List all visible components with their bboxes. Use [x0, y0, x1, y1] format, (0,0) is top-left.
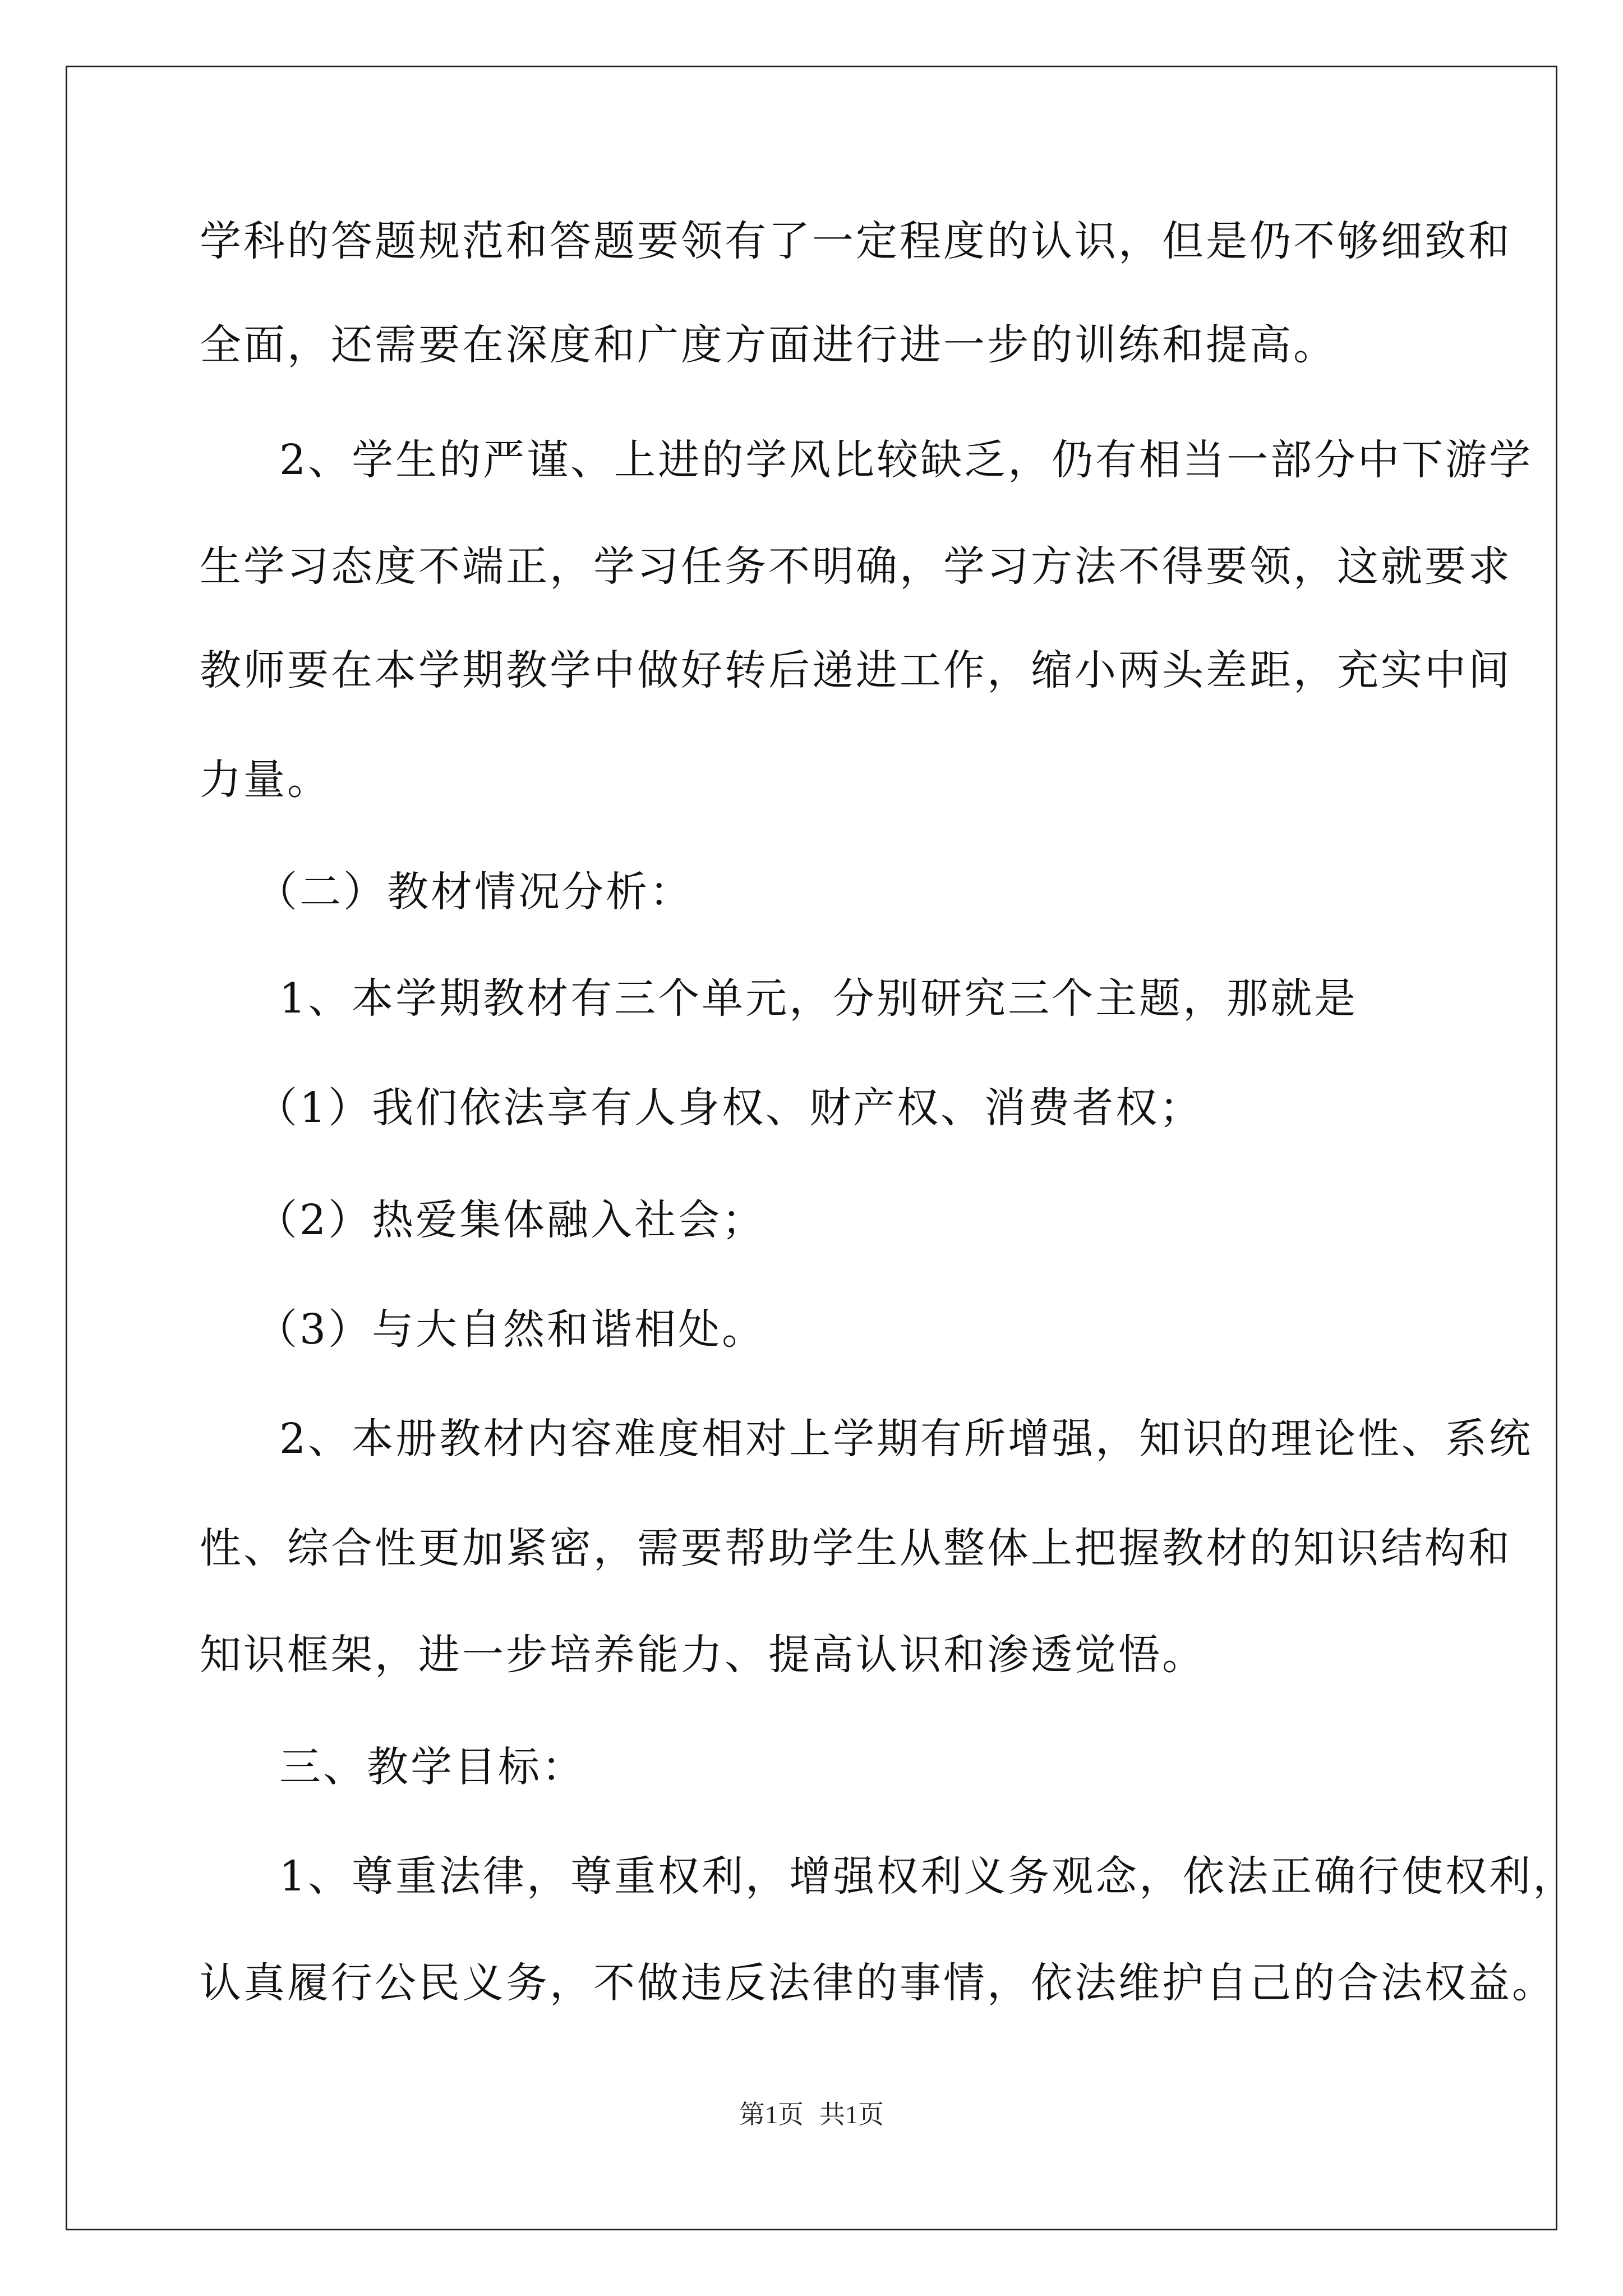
page-number-total: 共1页: [819, 2100, 884, 2129]
paragraph-line: 性、综合性更加紧密，需要帮助学生从整体上把握教材的知识结构和: [200, 1524, 1512, 1572]
section-heading: （二）教材情况分析：: [256, 868, 693, 916]
paragraph-line: 全面，还需要在深度和广度方面进行进一步的训练和提高。: [200, 321, 1337, 369]
list-item: （3）与大自然和谐相处。: [256, 1305, 766, 1354]
paragraph-line: 1、尊重法律，尊重权利，增强权利义务观念，依法正确行使权利，: [279, 1852, 1577, 1901]
paragraph-line: 知识框架，进一步培养能力、提高认识和渗透觉悟。: [200, 1631, 1206, 1679]
page-footer: [0, 2098, 1623, 2132]
paragraph-line: 力量。: [200, 756, 331, 804]
paragraph-line: 学科的答题规范和答题要领有了一定程度的认识，但是仍不够细致和: [200, 217, 1512, 265]
list-item: （2）热爱集体融入社会；: [256, 1196, 766, 1244]
paragraph-line: 教师要在本学期教学中做好转后递进工作，缩小两头差距，充实中间: [200, 646, 1512, 694]
paragraph-line: 生学习态度不端正，学习任务不明确，学习方法不得要领，这就要求: [200, 542, 1512, 591]
page-number-current: 第1页: [739, 2100, 804, 2129]
paragraph-line: 1、本学期教材有三个单元，分别研究三个主题，那就是: [279, 974, 1358, 1023]
paragraph-line: 2、学生的严谨、上进的学风比较缺乏，仍有相当一部分中下游学: [279, 436, 1533, 484]
paragraph-line: 认真履行公民义务，不做违反法律的事情，依法维护自己的合法权益。: [200, 1959, 1556, 2007]
paragraph-line: 2、本册教材内容难度相对上学期有所增强，知识的理论性、系统: [279, 1415, 1533, 1463]
list-item: （1）我们依法享有人身权、财产权、消费者权；: [256, 1084, 1204, 1132]
section-heading: 三、教学目标：: [279, 1743, 585, 1791]
page-border: [66, 66, 1557, 2230]
